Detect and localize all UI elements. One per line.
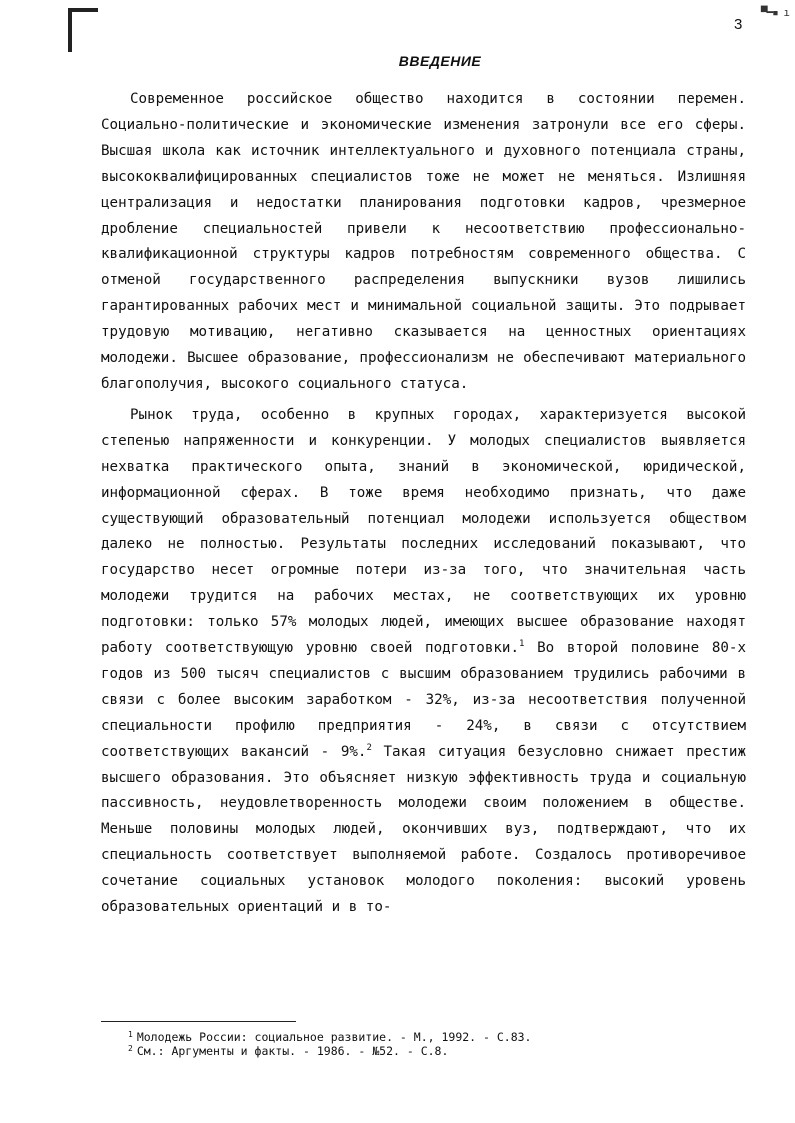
footnote-mark: 2 bbox=[128, 1044, 133, 1053]
paragraph-text: Рынок труда, особенно в крупных городах, характеризуется высокой степенью напряженности и конкуренции. У молодых специалистов выявляется нехватка практического опыта, знаний в экономической, юридической, информационной сферах. В тоже время необходимо признать, что даже существующий образовательный потенциал молодежи используется обществом далеко не полностью. Результаты последних исследований показывают, что государство несет огромные потери из-за того, что значительная часть молодежи трудится на рабочих местах, не соответствующих их уровню подготовки: только 57% молодых людей, имеющих высшее образование находят работу соответствующую уровню своей подготовки. bbox=[101, 406, 746, 657]
scan-edge-mark: ▀━▪ ı bbox=[760, 6, 789, 19]
footnote-mark: 1 bbox=[128, 1030, 133, 1039]
paragraph-labor-market bbox=[101, 403, 746, 921]
page-title: ВВЕДЕНИЕ bbox=[398, 53, 482, 69]
footnote-ref[interactable]: 2 bbox=[366, 742, 372, 753]
footnote-text: См.: Аргументы и факты. - 1986. - №52. - С.8. bbox=[136, 1044, 449, 1058]
footnote-text: Молодежь России: социальное развитие. - М., 1992. - С.83. bbox=[136, 1030, 532, 1044]
footnote-divider bbox=[101, 1021, 296, 1022]
scan-corner-mark bbox=[68, 8, 98, 52]
footnote-ref[interactable]: 1 bbox=[519, 639, 525, 650]
document-body bbox=[101, 87, 746, 921]
footnote-item bbox=[128, 1030, 531, 1044]
page-number: 3 bbox=[734, 16, 743, 33]
footnote-item bbox=[128, 1044, 531, 1058]
paragraph-intro bbox=[101, 87, 746, 398]
paragraph-text: Такая ситуация безусловно снижает престиж высшего образования. Это объясняет низкую эффективность труда и социальную пассивность, неудовлетворенность молодежи своим положением в обществе. Меньше половины молодых людей, окончивших вуз, подтверждают, что их специальность соответствует выполняемой работе. Создалось противоречивое сочетание социальных установок молодого поколения: высокий уровень образовательных ориентаций и в то- bbox=[101, 743, 746, 916]
footnotes bbox=[128, 1030, 531, 1058]
paragraph-text: Во второй половине 80-х годов из 500 тысяч специалистов с высшим образованием трудились рабочими в связи с более высоким заработком - 32%, из-за несоответствия полученной специальности профилю предприятия - 24%, в связи с отсутствием соответствующих вакансий - 9%. bbox=[101, 640, 746, 760]
paragraph-text: Современное российское общество находится в состоянии перемен. Социально-политические и экономические изменения затронули все его сферы. Высшая школа как источник интеллектуального и духовного потенциала страны, высококвалифицированных специалистов тоже не может не меняться. Излишняя централизация и недостатки планирования подготовки кадров, чрезмерное дробление специальностей привели к несоответствию профессионально-квалификационной структуры кадров потребностям современного общества. С отменой государственного распределения выпускники вузов лишились гарантированных рабочих мест и минимальной социальной защиты. Это подрывает трудовую мотивацию, негативно сказывается на ценностных ориентациях молодежи. Высшее образование, профессионализм не обеспечивают материального благополучия, высокого социального статуса. bbox=[101, 91, 746, 392]
